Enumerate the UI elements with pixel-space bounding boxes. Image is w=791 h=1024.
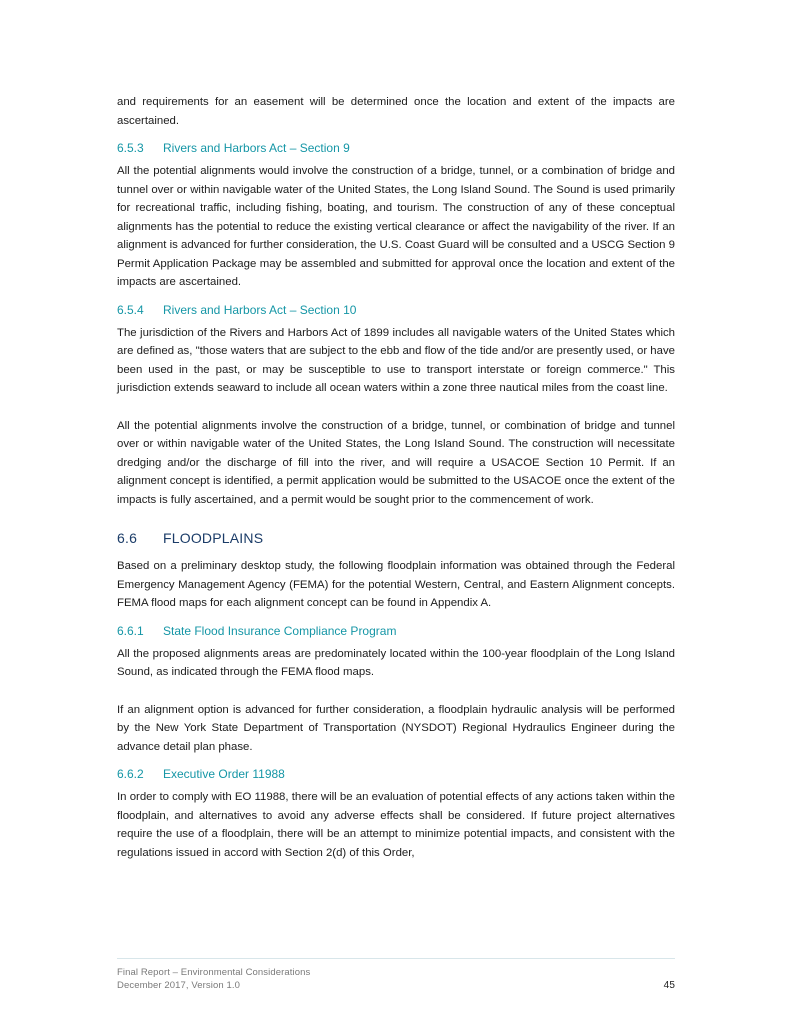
footer-divider xyxy=(117,958,675,959)
page-number: 45 xyxy=(663,980,675,991)
page-footer xyxy=(117,966,675,992)
section-6-5-4-paragraph-1: The jurisdiction of the Rivers and Harbors Act of 1899 includes all navigable waters of the United States which are defined as, "those waters that are subject to the ebb and flow of the tide and/or are presently used, or have been used in the past, or may be susceptible to use to transport interstate or foreign commerce." This jurisdiction extends seaward to include all ocean waters within a zone three nautical miles from the coast line. xyxy=(117,326,675,394)
section-title: Executive Order 11988 xyxy=(163,767,285,781)
footer-version: December 2017, Version 1.0 xyxy=(117,980,241,991)
section-6-6-1-paragraph-2: If an alignment option is advanced for further consideration, a floodplain hydraulic analysis will be performed by the New York State Department of Transportation (NYSDOT) Regional Hydraulics Engineer during the advance detail plan phase. xyxy=(117,703,675,753)
section-6-5-3-heading xyxy=(117,140,675,156)
section-6-5-4-heading xyxy=(117,302,675,318)
section-title: Rivers and Harbors Act – Section 9 xyxy=(163,141,350,155)
section-6-6-paragraph: Based on a preliminary desktop study, the following floodplain information was obtained through the Federal Emergency Management Agency (FEMA) for the potential Western, Central, and Eastern Alignment concepts. FEMA flood maps for each alignment concept can be found in Appendix A. xyxy=(117,560,675,609)
section-6-5-3-paragraph: All the potential alignments would involve the construction of a bridge, tunnel, or a combination of bridge and tunnel over or within navigable water of the United States, the Long Island Sound. The Sound is used primarily for recreational traffic, including fishing, boating, and tourism. The construction of any of these conceptual alignments has the potential to reduce the existing vertical clearance or affect the navigability of the river. If an alignment is advanced for further consideration, the U.S. Coast Guard will be consulted and a USCG Section 9 Permit Application Package may be assembled and submitted for approval once the location and extent of the impacts are ascertained. xyxy=(117,165,675,288)
footer-report-title: Final Report – Environmental Considerations xyxy=(117,967,311,978)
section-number: 6.6 xyxy=(117,530,138,546)
section-number: 6.6.2 xyxy=(117,767,144,781)
section-number: 6.5.4 xyxy=(117,302,144,317)
intro-paragraph: and requirements for an easement will be determined once the location and extent of the impacts are ascertained. xyxy=(117,96,675,127)
section-6-5-4-paragraph-2: All the potential alignments involve the construction of a bridge, tunnel, or combination of bridge and tunnel over or within navigable water of the United States, the Long Island Sound. The construction will necessitate dredging and/or the discharge of fill into the river, and will require a USACOE Section 10 Permit. If an alignment concept is identified, a permit application would be submitted to the USACOE once the extent of the impacts is fully ascertained, and a permit would be sought prior to the commencement of work. xyxy=(117,419,675,506)
page-content xyxy=(117,93,675,872)
section-6-6-1-heading xyxy=(117,623,675,639)
section-title: State Flood Insurance Compliance Program xyxy=(163,623,397,638)
section-title: Rivers and Harbors Act – Section 10 xyxy=(163,302,357,317)
section-6-6-heading xyxy=(117,529,675,547)
section-number: 6.5.3 xyxy=(117,141,144,155)
section-title: FLOODPLAINS xyxy=(163,530,264,546)
section-6-6-2-paragraph: In order to comply with EO 11988, there will be an evaluation of potential effects of any actions taken within the floodplain, and alternatives to avoid any adverse effects shall be considered. If future project alternatives require the use of a floodplain, there will be an attempt to minimize potential impacts, and consistent with the regulations issued in accord with Section 2(d) of this Order, xyxy=(117,791,675,859)
section-6-6-1-paragraph-1: All the proposed alignments areas are predominately located within the 100-year floodplain of the Long Island Sound, as indicated through the FEMA flood maps. xyxy=(117,647,675,678)
section-number: 6.6.1 xyxy=(117,623,144,638)
section-6-6-2-heading xyxy=(117,766,675,782)
